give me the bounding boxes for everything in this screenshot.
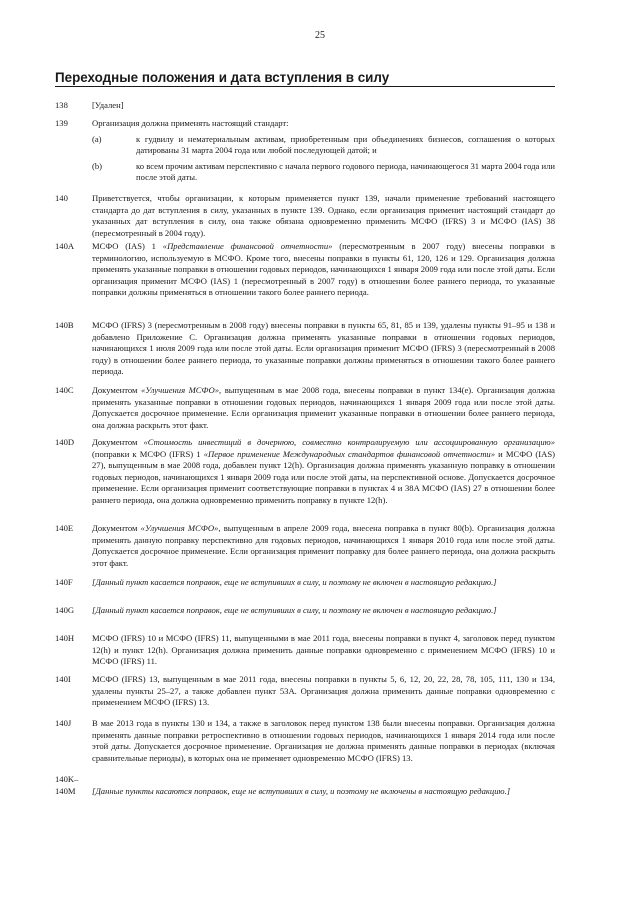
paragraph-number: 140E (55, 523, 74, 533)
paragraph (55, 437, 555, 507)
paragraph (55, 605, 555, 617)
paragraph (55, 674, 555, 709)
paragraph (55, 100, 555, 112)
paragraph-text: МСФО (IFRS) 3 (пересмотренным в 2008 году) внесены поправки в пункты 65, 81, 85 и 139, удалены пункты 91–95 и 138 и добавлено Приложение C. Организация должна применять указанные поправки в отношении годовых периодов, начинающихся 1 июля 2009 года или после этой даты. Если организация применит МСФО (IFRS) 3 (пересмотренный в 2008 году) в отношении более раннего периода, то указанные поправки должны применяться в отношении такого более раннего периода. (92, 320, 555, 377)
paragraph-number: 140F (55, 577, 73, 587)
paragraph-number: 140J (55, 718, 72, 728)
paragraph-text: Приветствуется, чтобы организации, к которым применяется пункт 139, начали применение требований настоящего стандарта до дат вступления в силу, указанных в пункте 139. Однако, если организация применит настоящий стандарт до указанных дат вступления в силу, она также обязана одновременно применить МСФО (IFRS) 3 и МСФО (IAS) 38 (пересмотренный в 2004 году). (92, 193, 555, 238)
sub-item-label: (a) (92, 133, 102, 144)
sub-item (92, 134, 555, 157)
paragraph (55, 193, 555, 239)
paragraph (55, 633, 555, 668)
paragraph-text: МСФО (IFRS) 13, выпущенным в мае 2011 года, внесены поправки в пункты 5, 6, 12, 20, 22, 28, 78, 105, 111, 130 и 134, удалены пункты 25–27, а также добавлен пункт 53A. Организация должна применить данные поправки одновременно с применением МСФО (IFRS) 13. (92, 674, 555, 708)
paragraph-text: Документом «Стоимость инвестиций в дочернюю, совместно контролируемую или ассоциированную организацию» (поправки к МСФО (IFRS) 1 «Первое применение Международных стандартов финансовой отчетности» и МСФО (IAS) 27), выпущенным в мае 2008 года, добавлен пункт 12(h). Организация должна применять указанную поправку в отношении годовых периодов, начинающихся 1 января 2009 года или после этой даты, на перспективной основе. Допускается досрочное применение. Если организация применит соответствующие поправки в пунктах 4 и 38A МСФО (IAS) 27 в отношении более раннего периода, она должна одновременно применить поправку в пункте 12(h). (92, 437, 556, 505)
sub-item-label: (b) (92, 160, 103, 171)
paragraph-number: 140K– 140M (55, 774, 79, 796)
section-title: Переходные положения и дата вступления в силу (55, 70, 555, 87)
paragraph-text: Документом «Улучшения МСФО», выпущенным в апреле 2009 года, внесена поправка в пункт 80(b). Организация должна применять данную поправку перспективно для годовых периодов, начинающихся 1 января 2010 года или после этой даты. Допускается досрочное применение. Если организация применит поправку для более раннего периода, она должна раскрыть этот факт. (92, 523, 555, 568)
paragraph-number: 138 (55, 100, 68, 110)
page-number: 25 (315, 30, 325, 41)
paragraph (55, 523, 555, 569)
paragraph-number: 140I (55, 674, 71, 684)
paragraph-number: 140D (55, 437, 75, 447)
sub-item-text: к гудвилу и нематериальным активам, приобретенным при объединениях бизнесов, соглашения о которых датированы 31 марта 2004 года или любой последующей датой; и (136, 133, 555, 156)
paragraph-text: Документом «Улучшения МСФО», выпущенным в мае 2008 года, внесены поправки в пункт 134(e). Организация должна применять указанные поправки в отношении годовых периодов, начинающихся 1 января 2009 года или после этой даты. Допускается досрочное применение. Если организация применит указанные поправки в отношении более раннего периода, она должна раскрыть этот факт. (92, 385, 555, 430)
paragraph-text: МСФО (IAS) 1 «Представление финансовой отчетности» (пересмотренным в 2007 году) внесены поправки в терминологию, используемую в МСФО. Кроме того, внесены поправки в пункты 61, 120, 126 и 129. Организация должна применять указанные поправки в отношении годовых периодов, начинающихся 1 января 2009 года или после этой даты. Если организация применит МСФО (IAS) 1 (пересмотренный в 2007 году) в отношении более раннего периода, то указанные поправки должны применяться в отношении такого более раннего периода. (92, 241, 555, 298)
paragraph-text: [Данный пункт касается поправок, еще не вступивших в силу, и поэтому не включен в настоящую редакцию.] (92, 577, 497, 587)
paragraph-number: 140H (55, 633, 75, 643)
paragraph-text: В мае 2013 года в пункты 130 и 134, а также в заголовок перед пунктом 138 были внесены поправки. Организация должна применять данные поправки ретроспективно в отношении годовых периодов, начинающихся 1 января 2014 года или после этой даты. Допускается досрочное применение. Организация не должна применять данные поправки в периодах (включая сравнительные периоды), в которых она не применяет одновременно МСФО (IFRS) 13. (92, 718, 555, 763)
paragraph-text: МСФО (IFRS) 10 и МСФО (IFRS) 11, выпущенными в мае 2011 года, внесены поправки в пункт 4, заголовок перед пунктом 12(h) и пункт 12(h). Организация должна применить данные поправки одновременно с применением МСФО (IFRS) 10 и МСФО (IFRS) 11. (92, 633, 555, 667)
paragraph (55, 118, 555, 184)
paragraph (55, 385, 555, 431)
paragraph-number: 140B (55, 320, 74, 330)
paragraph (55, 320, 555, 378)
paragraph-text: [Удален] (92, 100, 124, 110)
paragraph-number: 140G (55, 605, 75, 615)
paragraph-text: Организация должна применять настоящий стандарт: (92, 118, 289, 128)
paragraph (55, 774, 555, 798)
paragraph-number: 140A (55, 241, 75, 251)
sub-item (92, 161, 555, 184)
paragraph-number: 139 (55, 118, 68, 128)
paragraph (55, 718, 555, 764)
sub-item-text: ко всем прочим активам перспективно с начала первого годового периода, начинающегося 31 марта 2004 года или после этой даты. (136, 160, 555, 183)
paragraph-number: 140C (55, 385, 74, 395)
paragraph (55, 241, 555, 299)
paragraph-text: [Данный пункт касается поправок, еще не вступивших в силу, и поэтому не включен в настоящую редакцию.] (92, 605, 497, 615)
paragraph-number: 140 (55, 193, 68, 203)
paragraph (55, 577, 555, 589)
paragraph-text: [Данные пункты касаются поправок, еще не вступивших в силу, и поэтому не включены в настоящую редакцию.] (92, 786, 511, 796)
